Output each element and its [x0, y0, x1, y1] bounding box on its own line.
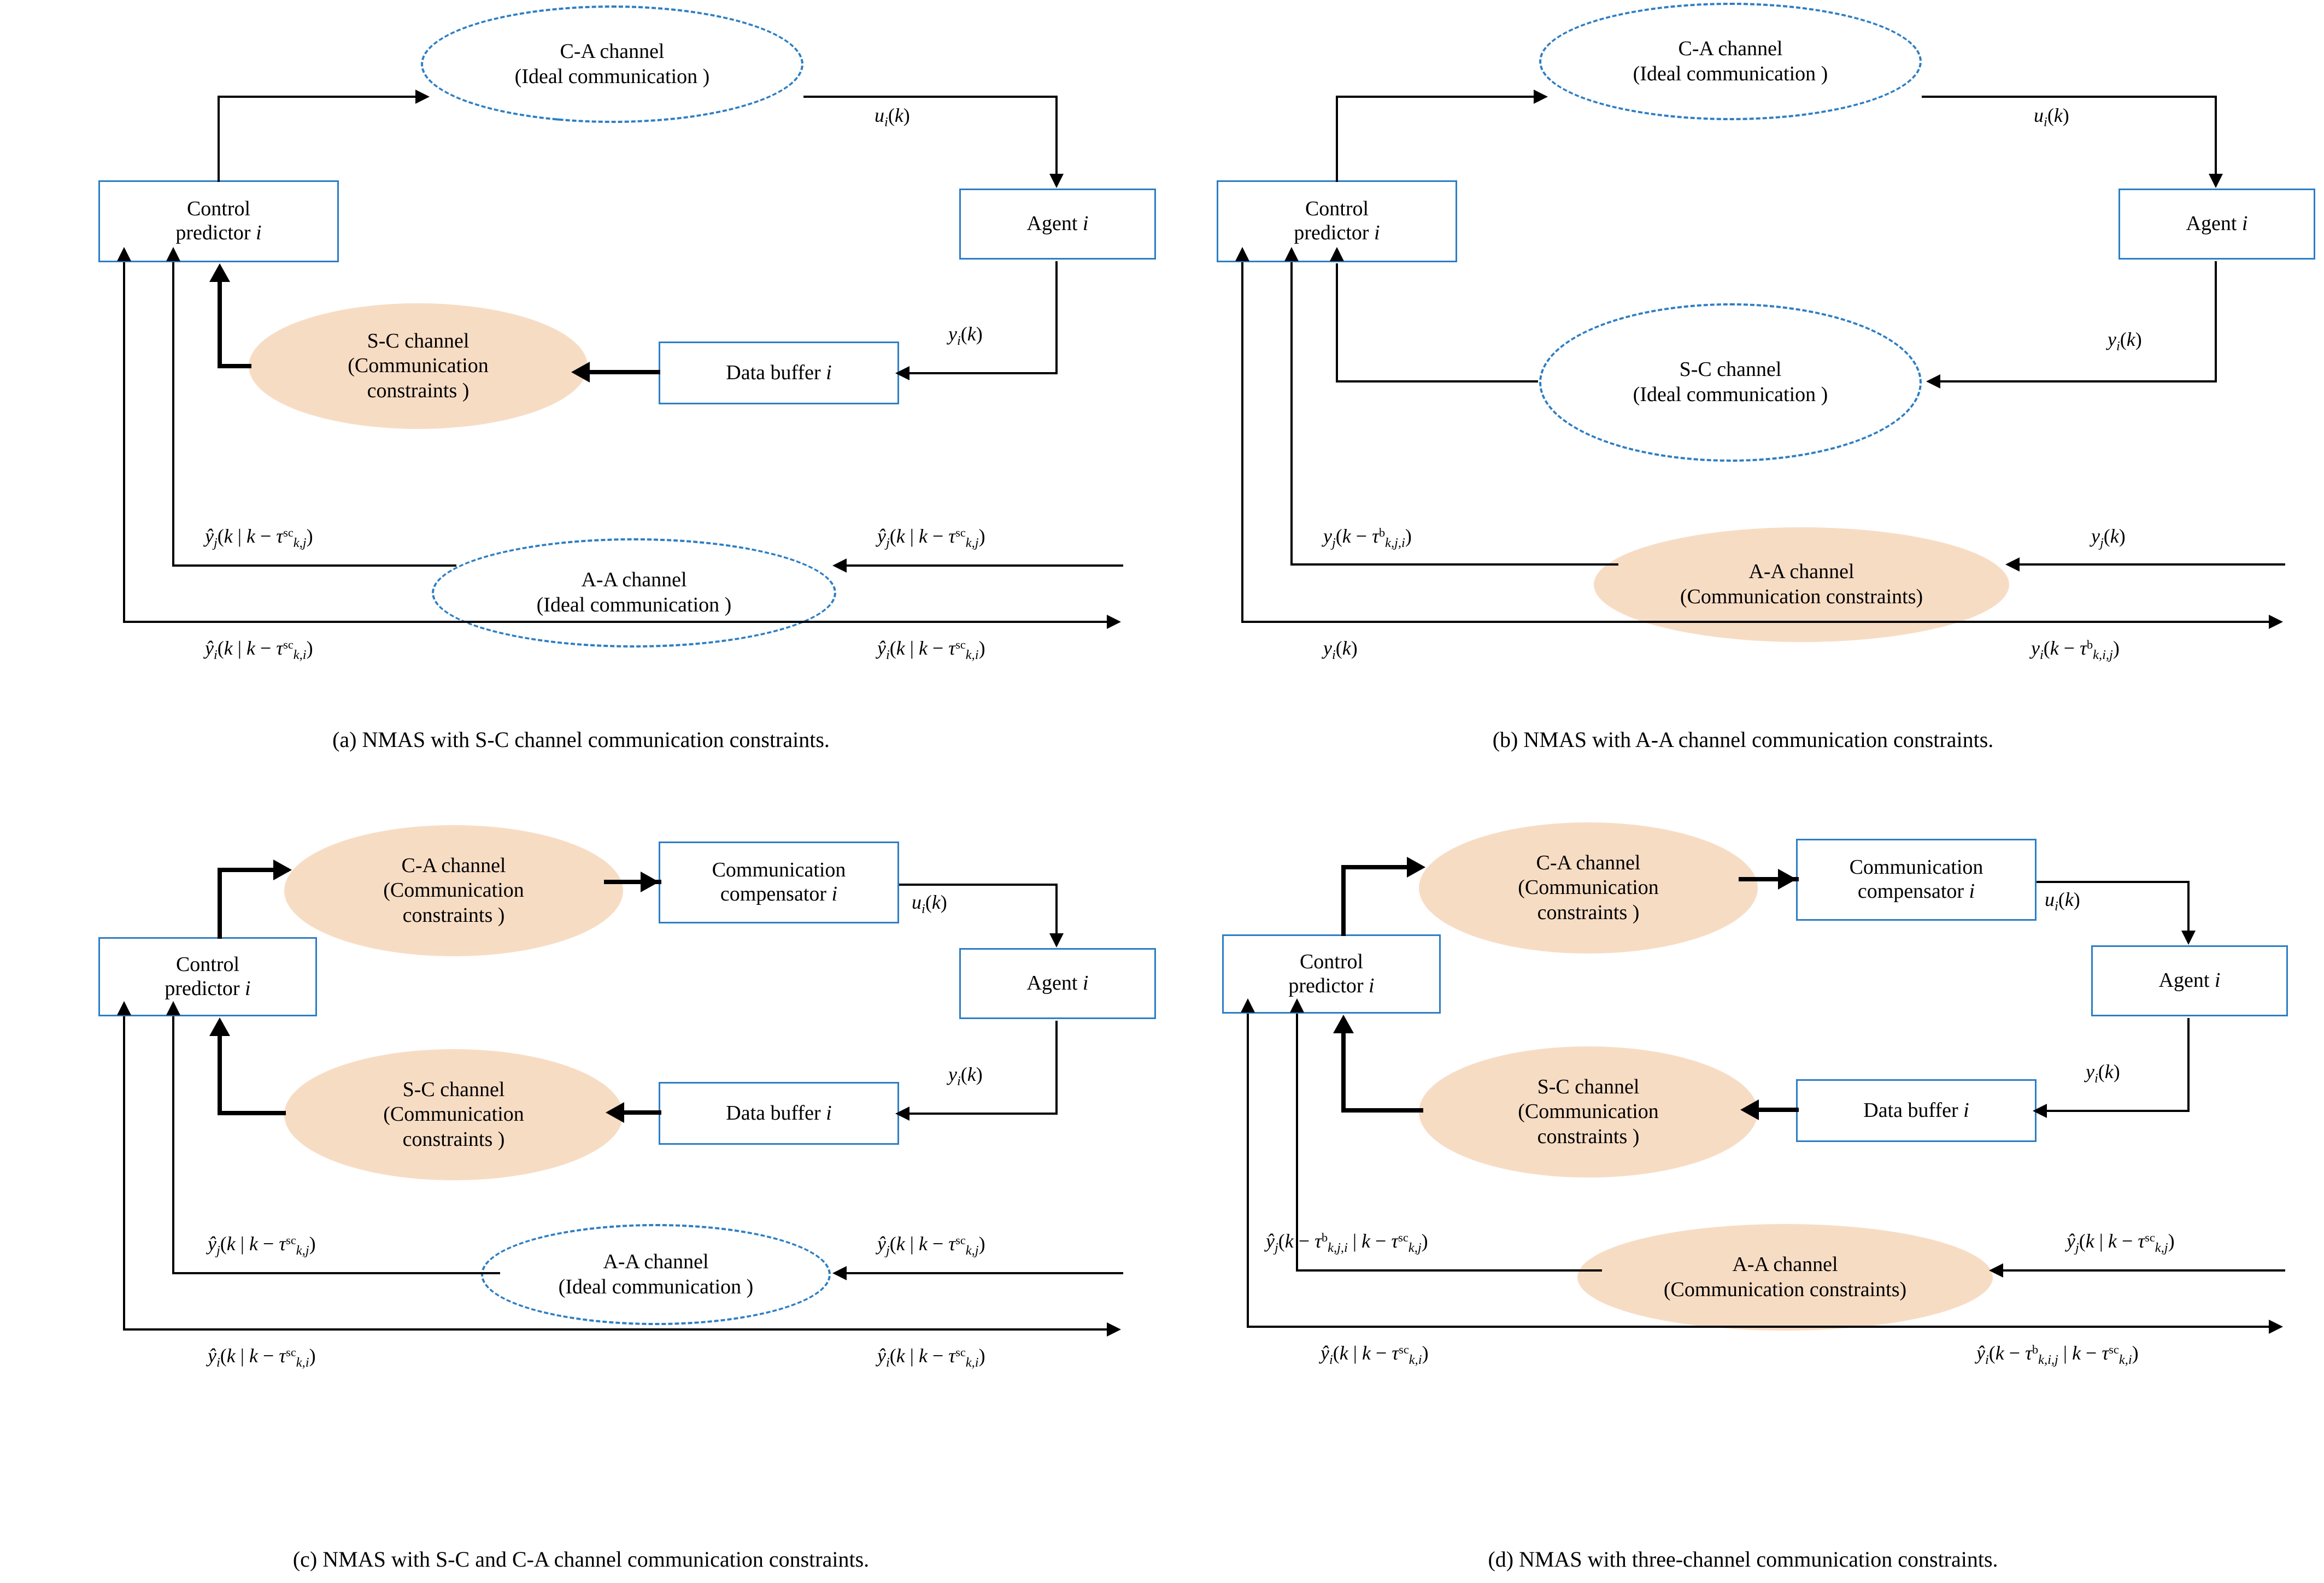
panel-c-data-buffer: [659, 1082, 899, 1145]
panel-c-wire-buffer-in: [899, 1113, 1058, 1115]
panel-d-data-buffer-label: Data buffer i: [1863, 1098, 1969, 1122]
panel-b-wire-sc-in: [1930, 380, 2217, 382]
panel-d-label-y: $y_i(k)$: [2086, 1061, 2120, 1086]
panel-b-control-predictor-line2: predictor i: [1294, 221, 1380, 244]
panel-b-arrow-into-agent: [2209, 174, 2223, 188]
panel-d-compensator-line2: compensator i: [1857, 880, 1975, 903]
panel-a-data-buffer-label: Data buffer i: [726, 361, 832, 384]
panel-a-wire-left-inner-h: [172, 564, 456, 567]
panel-b-arrow-right-out: [2269, 615, 2283, 629]
panel-d-wire-comp-to-agent-h: [2037, 881, 2190, 883]
panel-a-arrow-into-ca: [415, 90, 430, 104]
panel-a-data-buffer: [659, 342, 899, 404]
panel-a-label-left-top: $ŷ_j(k$ | $k - \tau^{sc}_{k,j}$): [205, 525, 313, 550]
panel-d-wire-cp-up-v: [1341, 865, 1346, 936]
panel-c-aa-channel-line1: A-A channel: [603, 1250, 709, 1273]
panel-c-wire-left-inner-v: [172, 1016, 174, 1273]
panel-c-label-left-top: $ŷ_j(k$ | $k - \tau^{sc}_{k,j}$): [208, 1233, 316, 1258]
panel-c-arrow-into-agent: [1049, 933, 1064, 948]
panel-c-wire-left-outer-h: [123, 1328, 506, 1331]
panel-b-arrow-into-ca: [1534, 90, 1548, 104]
panel-d-aa-channel: [1577, 1224, 1993, 1331]
panel-a-aa-channel-line2: (Ideal communication ): [536, 593, 732, 616]
panel-b-sc-channel: [1539, 303, 1922, 462]
panel-b-arrow-left-inner: [1284, 247, 1299, 261]
panel-b-arrow-right-in: [2005, 557, 2020, 572]
panel-b-arrow-left-outer: [1235, 247, 1249, 261]
panel-d-aa-channel-line1: A-A channel: [1732, 1252, 1838, 1276]
panel-d-label-left-top: $ŷ_j(k - \tau^b_{k,j,i}$ | $k - \tau^{sc}_{k,j}$): [1266, 1230, 1428, 1255]
panel-d-arrow-into-buffer: [2033, 1104, 2047, 1118]
panel-a-arrow-into-cp-bold: [209, 263, 230, 282]
panel-d-sc-channel-line1: S-C channel: [1537, 1075, 1640, 1098]
panel-d-wire-right-out: [1607, 1326, 2272, 1328]
panel-b-wire-left-outer-v: [1241, 262, 1243, 623]
panel-c-wire-right-out: [506, 1328, 1110, 1331]
panel-a: [0, 0, 1162, 765]
panel-a-control-predictor-line2: predictor i: [175, 221, 262, 244]
panel-d-arrow-into-agent: [2181, 931, 2196, 945]
panel-d-arrow-left-outer: [1241, 998, 1255, 1013]
panel-a-sc-channel: [249, 303, 588, 429]
panel-d-aa-channel-line2: (Communication constraints): [1663, 1278, 1907, 1301]
panel-b-aa-channel: [1594, 527, 2009, 642]
panel-d-control-predictor: [1222, 934, 1441, 1014]
panel-d-wire-left-outer-v: [1247, 1014, 1249, 1328]
panel-a-wire-left-outer-v: [123, 262, 125, 623]
panel-c-wire-sc-to-cp-h: [218, 1111, 286, 1115]
panel-a-sc-channel-line1: S-C channel: [367, 329, 470, 352]
panel-b-wire-left-outer-h: [1241, 621, 1657, 623]
panel-b-ca-channel: [1539, 3, 1922, 120]
panel-b-label-right-top: $y_j(k)$: [2091, 525, 2126, 550]
panel-c-agent-label: Agent i: [1026, 972, 1089, 995]
panel-b-wire-sc-to-cp-h: [1336, 380, 1538, 382]
panel-d-wire-sc-to-cp-v: [1341, 1033, 1346, 1110]
panel-c-control-predictor-line1: Control: [175, 952, 240, 976]
panel-d-control-predictor-line1: Control: [1299, 950, 1364, 973]
panel-b-sc-channel-line1: S-C channel: [1679, 358, 1782, 381]
panel-a-ca-channel: [421, 5, 803, 123]
panel-a-arrow-right-in: [832, 558, 847, 573]
panel-b-arrow-into-sc: [1926, 374, 1940, 389]
panel-a-arrow-left-inner: [166, 247, 180, 261]
panel-c-arrow-into-buffer: [895, 1107, 909, 1121]
panel-d-arrow-into-cp-bold: [1333, 1015, 1354, 1033]
panel-b-wire-agent-to-sc: [2215, 261, 2217, 381]
panel-c-agent: [959, 948, 1156, 1019]
panel-c-aa-channel-line2: (Ideal communication ): [558, 1275, 754, 1298]
panel-a-label-right-top: $ŷ_j(k$ | $k - \tau^{sc}_{k,j}$): [877, 525, 985, 550]
panel-d-wire-left-outer-h: [1247, 1326, 1607, 1328]
panel-d-arrow-into-sc: [1740, 1099, 1759, 1120]
panel-a-wire-left-inner-v: [172, 262, 174, 566]
panel-c-wire-agent-to-buffer-v: [1055, 1021, 1058, 1114]
panel-b-ca-channel-line1: C-A channel: [1678, 37, 1783, 60]
panel-a-arrow-into-buffer: [895, 366, 909, 380]
panel-c-arrow-right-in: [832, 1266, 847, 1280]
panel-d-label-u: $u_i(k)$: [2045, 888, 2080, 914]
panel-a-aa-channel: [432, 538, 836, 648]
panel-c-wire-comp-to-agent-v: [1055, 884, 1058, 935]
panel-c-sc-channel-line3: constraints ): [402, 1127, 505, 1151]
panel-d-wire-right-in: [1993, 1269, 2285, 1272]
panel-b-caption: (b) NMAS with A-A channel communication constraints.: [1492, 727, 1994, 752]
panel-b-wire-cp-to-ca: [1336, 96, 1538, 98]
panel-d-wire-agent-to-buffer-v: [2187, 1018, 2190, 1111]
panel-a-wire-buffer-in: [899, 372, 1058, 374]
panel-c-wire-sc-to-cp-v: [218, 1035, 222, 1113]
panel-c-ca-channel: [284, 825, 623, 956]
panel-d-sc-channel-line2: (Communication: [1518, 1100, 1659, 1123]
panel-a-wire-right-out: [500, 621, 1110, 623]
panel-b-aa-channel-line2: (Communication constraints): [1680, 585, 1923, 608]
panel-a-ca-channel-line2: (Ideal communication ): [514, 64, 710, 88]
panel-a-wire-agent-down: [1055, 96, 1058, 175]
panel-a-wire-sc-to-cp-h: [218, 364, 251, 368]
panel-d-data-buffer: [1796, 1079, 2037, 1142]
panel-c-data-buffer-label: Data buffer i: [726, 1101, 832, 1125]
panel-a-label-right-bottom: $ŷ_i(k$ | $k - \tau^{sc}_{k,i}$): [877, 637, 985, 662]
panel-b-aa-channel-line1: A-A channel: [1748, 560, 1854, 584]
panel-d-compensator-line1: Communication: [1849, 856, 1983, 879]
panel-d-arrow-right-out: [2269, 1320, 2283, 1334]
panel-b-sc-channel-line2: (Ideal communication ): [1633, 383, 1828, 406]
panel-d-caption: (d) NMAS with three-channel communication constraints.: [1488, 1547, 1998, 1572]
panel-c-sc-channel-line2: (Communication: [383, 1103, 524, 1126]
panel-d-wire-comp-to-agent-v: [2187, 881, 2190, 933]
panel-c-wire-left-inner-h: [172, 1272, 500, 1274]
panel-a-arrow-right-out: [1107, 615, 1121, 629]
panel-a-wire-left-outer-h: [123, 621, 500, 623]
panel-d-wire-sc-to-cp-h: [1341, 1108, 1423, 1113]
panel-b-wire-ca-to-agent: [1922, 96, 2217, 98]
panel-c-wire-cp-up-v: [218, 868, 222, 939]
panel-d-compensator: [1796, 839, 2037, 921]
panel-a-label-y: $y_i(k)$: [948, 323, 983, 348]
panel-d-sc-channel: [1419, 1046, 1758, 1178]
panel-c-wire-left-outer-v: [123, 1016, 125, 1331]
panel-c-compensator-line2: compensator i: [720, 882, 838, 905]
panel-c-caption: (c) NMAS with S-C and C-A channel communication constraints.: [292, 1547, 870, 1572]
panel-b: [1162, 0, 2324, 765]
panel-a-agent: [959, 189, 1156, 260]
panel-a-wire-right-in: [836, 564, 1123, 567]
panel-d-wire-left-inner-h: [1296, 1269, 1602, 1272]
panel-d-wire-cp-to-ca-h: [1341, 865, 1410, 869]
panel-a-sc-channel-line2: (Communication: [348, 354, 489, 378]
panel-b-wire-sc-to-cp-v: [1336, 263, 1338, 382]
panel-a-wire-cp-up: [218, 96, 220, 182]
panel-b-label-left-bottom: $y_i(k)$: [1323, 637, 1358, 662]
panel-d-arrow-left-inner: [1290, 998, 1304, 1013]
panel-b-label-left-top: $y_j(k - \tau^b_{k,j,i})$: [1323, 525, 1412, 550]
panel-c-control-predictor-line2: predictor i: [165, 976, 251, 1000]
panel-c-ca-channel-line3: constraints ): [402, 903, 505, 927]
panel-b-arrow-into-cp: [1330, 247, 1344, 261]
panel-c-arrow-into-cp-bold: [209, 1017, 230, 1036]
panel-b-label-y: $y_i(k)$: [2108, 328, 2142, 354]
panel-a-label-u: $u_i(k)$: [875, 104, 910, 130]
panel-a-arrow-into-sc: [571, 362, 590, 382]
panel-d-agent-label: Agent i: [2158, 969, 2221, 992]
panel-a-aa-channel-line1: A-A channel: [581, 568, 687, 592]
panel-a-arrow-into-agent: [1049, 174, 1064, 188]
panel-c-wire-comp-to-agent-h: [899, 884, 1058, 886]
panel-d-ca-channel: [1419, 822, 1758, 954]
panel-c-compensator: [659, 841, 899, 923]
panel-a-arrow-left-outer: [117, 247, 131, 261]
panel-a-sc-channel-line3: constraints ): [367, 379, 470, 402]
panel-c-arrow-right-out: [1107, 1322, 1121, 1337]
panel-c-wire-buffer-to-sc: [623, 1110, 661, 1115]
panel-d-label-right-bottom: $ŷ_i(k - \tau^b_{k,i,j}$ | $k - \tau^{sc}_{k,i}$): [1976, 1342, 2139, 1367]
panel-d-sc-channel-line3: constraints ): [1537, 1125, 1640, 1148]
panel-d-label-left-bottom: $ŷ_i(k$ | $k - \tau^{sc}_{k,i}$): [1321, 1342, 1429, 1367]
panel-c-aa-channel: [481, 1224, 831, 1325]
panel-d-arrow-into-ca: [1407, 857, 1425, 878]
panel-a-wire-agent-to-buffer: [1055, 261, 1058, 373]
panel-b-wire-right-out: [1657, 621, 2272, 623]
panel-c: [0, 792, 1162, 1583]
panel-b-label-u: $u_i(k)$: [2034, 104, 2069, 130]
panel-b-label-right-bottom: $y_i(k - \tau^b_{k,i,j})$: [2031, 637, 2120, 662]
panel-d-arrow-right-in: [1989, 1263, 2003, 1278]
panel-c-arrow-into-ca: [273, 860, 292, 880]
panel-a-wire-ca-to-agent: [803, 96, 1058, 98]
panel-d-control-predictor-line2: predictor i: [1288, 974, 1375, 997]
panel-d-arrow-into-comp: [1778, 869, 1797, 890]
panel-b-wire-agent-down: [2215, 96, 2217, 175]
panel-d-ca-channel-line1: C-A channel: [1536, 851, 1641, 874]
panel-c-arrow-left-inner: [166, 1001, 180, 1015]
panel-b-wire-cp-up: [1336, 96, 1338, 182]
panel-b-agent: [2118, 189, 2315, 260]
panel-c-label-right-bottom: $ŷ_i(k$ | $k - \tau^{sc}_{k,i}$): [877, 1345, 985, 1370]
panel-d-wire-buffer-to-sc: [1758, 1108, 1799, 1112]
panel-b-agent-label: Agent i: [2186, 212, 2248, 236]
panel-c-arrow-into-comp: [641, 872, 659, 892]
panel-a-label-left-bottom: $ŷ_i(k$ | $k - \tau^{sc}_{k,i}$): [205, 637, 313, 662]
panel-d-ca-channel-line2: (Communication: [1518, 876, 1659, 899]
panel-c-wire-right-in: [836, 1272, 1123, 1274]
panel-c-arrow-left-outer: [117, 1001, 131, 1015]
panel-d-agent: [2091, 945, 2288, 1016]
panel-d-ca-channel-line3: constraints ): [1537, 901, 1640, 924]
panel-b-ca-channel-line2: (Ideal communication ): [1633, 62, 1828, 85]
panel-c-label-y: $y_i(k)$: [948, 1063, 983, 1088]
panel-a-control-predictor-line1: Control: [186, 197, 251, 221]
panel-c-sc-channel: [284, 1049, 623, 1180]
panel-b-control-predictor-line1: Control: [1305, 197, 1369, 221]
panel-a-wire-buffer-to-sc: [588, 370, 660, 374]
panel-b-wire-left-inner-v: [1290, 262, 1293, 566]
panel-d-label-right-top: $ŷ_j(k$ | $k - \tau^{sc}_{k,j}$): [2067, 1230, 2175, 1255]
panel-b-wire-left-inner-h: [1290, 563, 1618, 566]
panel-a-agent-label: Agent i: [1026, 212, 1089, 236]
panel-c-sc-channel-line1: S-C channel: [402, 1078, 505, 1101]
panel-c-arrow-into-sc: [606, 1102, 624, 1123]
panel-a-caption: (a) NMAS with S-C channel communication constraints.: [332, 727, 830, 752]
panel-b-wire-right-in: [2009, 563, 2285, 566]
panel-d: [1162, 792, 2324, 1583]
panel-c-ca-channel-line2: (Communication: [383, 879, 524, 902]
panel-d-wire-buffer-in: [2037, 1110, 2190, 1112]
panel-a-wire-sc-to-cp-v: [218, 281, 222, 366]
panel-c-compensator-line1: Communication: [712, 858, 846, 882]
panel-c-label-left-bottom: $ŷ_i(k$ | $k - \tau^{sc}_{k,i}$): [208, 1345, 316, 1370]
panel-a-ca-channel-line1: C-A channel: [560, 39, 665, 63]
panel-a-control-predictor: [98, 180, 339, 262]
panel-c-label-u: $u_i(k)$: [912, 891, 947, 916]
panel-c-label-right-top: $ŷ_j(k$ | $k - \tau^{sc}_{k,j}$): [877, 1233, 985, 1258]
panel-c-control-predictor: [98, 937, 317, 1016]
panel-c-ca-channel-line1: C-A channel: [401, 854, 506, 877]
panel-a-wire-cp-to-ca: [218, 96, 420, 98]
